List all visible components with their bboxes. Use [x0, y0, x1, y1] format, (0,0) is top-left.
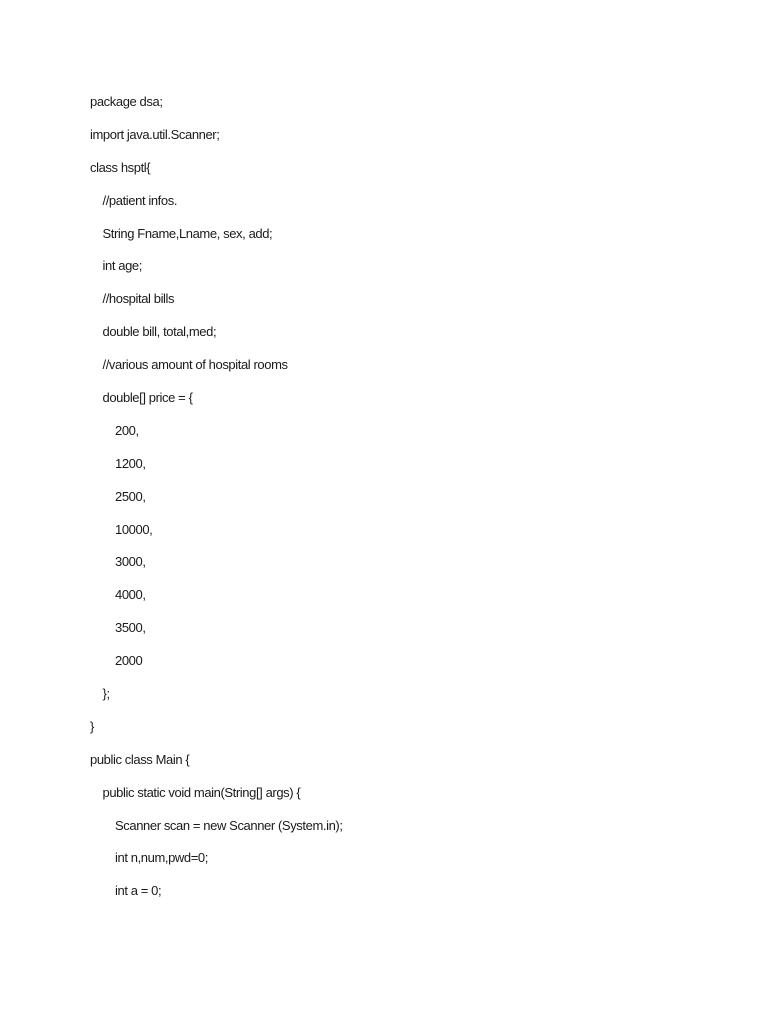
- code-line: 4000,: [115, 587, 146, 603]
- code-line: String Fname,Lname, sex, add;: [102, 225, 273, 241]
- code-line: 3500,: [115, 620, 146, 636]
- code-line: import java.util.Scanner;: [90, 126, 220, 142]
- code-listing: [90, 91, 343, 913]
- code-line: };: [102, 686, 110, 702]
- code-line: public static void main(String[] args) {: [102, 784, 301, 800]
- code-line: class hsptl{: [90, 159, 151, 175]
- code-line: public class Main {: [90, 751, 190, 767]
- code-line: //various amount of hospital rooms: [102, 357, 288, 373]
- code-line: int age;: [102, 258, 142, 274]
- code-line: int n,num,pwd=0;: [115, 850, 208, 866]
- code-line: double[] price = {: [102, 390, 193, 406]
- code-line: 200,: [115, 422, 139, 438]
- code-line: 3000,: [115, 554, 146, 570]
- code-line: 2000: [115, 653, 143, 669]
- code-line: 10000,: [115, 521, 153, 537]
- code-line: }: [90, 718, 94, 734]
- code-line: double bill, total,med;: [102, 324, 217, 340]
- code-line: //patient infos.: [102, 192, 178, 208]
- code-line: 1200,: [115, 455, 146, 471]
- code-line: Scanner scan = new Scanner (System.in);: [115, 817, 343, 833]
- code-line: //hospital bills: [102, 291, 175, 307]
- code-line: 2500,: [115, 488, 146, 504]
- code-line: int a = 0;: [115, 883, 162, 899]
- code-line: package dsa;: [90, 94, 163, 109]
